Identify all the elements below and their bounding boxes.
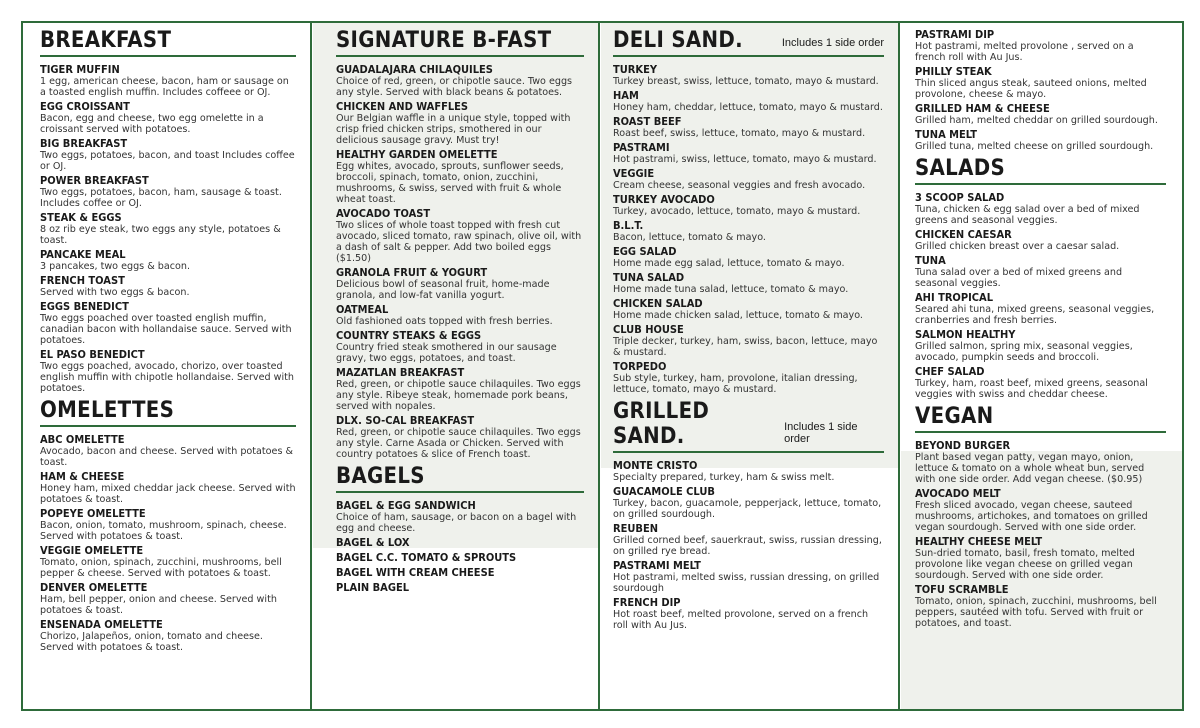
- menu-item-name: TURKEY AVOCADO: [613, 193, 715, 206]
- menu-item: [613, 245, 884, 269]
- menu-item: [336, 329, 584, 364]
- menu-item-name: TUNA SALAD: [613, 271, 685, 284]
- menu-item-name: PASTRAMI: [613, 141, 670, 154]
- menu-item: [40, 507, 296, 542]
- section-title: GRILLED SAND.: [613, 399, 710, 449]
- section-title: SALADS: [915, 156, 1005, 181]
- menu-item-description: Country fried steak smothered in our sausage gravy, two eggs, potatoes, and toast.: [336, 342, 557, 364]
- menu-item: [915, 535, 1166, 581]
- menu-item-name: PLAIN BAGEL: [336, 581, 410, 594]
- section-heading: [613, 28, 884, 55]
- section-rule: [336, 491, 584, 493]
- menu-item-name: FRENCH TOAST: [40, 274, 125, 287]
- menu-item-name: BAGEL & EGG SANDWICH: [336, 499, 476, 512]
- menu-item: [915, 254, 1166, 289]
- menu-section: [915, 28, 1166, 152]
- menu-item-name: ROAST BEEF: [613, 115, 682, 128]
- section-title: VEGAN: [915, 404, 994, 429]
- menu-item-description: Two slices of whole toast topped with fresh cut avocado, sliced tomato, raw spinach, olive oil, with a dash of salt & pepper. Add two boiled eggs ($1.50): [336, 220, 582, 264]
- menu-item-description: Hot pastrami, melted provolone , served on a french roll with Au Jus.: [915, 41, 1134, 63]
- menu-item: [915, 28, 1166, 63]
- menu-item: [915, 328, 1166, 363]
- section-rule: [613, 55, 884, 57]
- menu-item-description: Two eggs poached over toasted english muffin, canadian bacon with hollandaise sauce. Served with potatoes.: [40, 313, 292, 346]
- menu-item: [40, 100, 296, 135]
- menu-item-name: HAM & CHEESE: [40, 470, 125, 483]
- menu-section: [613, 28, 884, 395]
- menu-item-name: HEALTHY GARDEN OMELETTE: [336, 148, 498, 161]
- menu-item: [915, 439, 1166, 485]
- menu-item: [915, 65, 1166, 100]
- menu-item-description: Turkey, ham, roast beef, mixed greens, seasonal veggies with swiss and cheddar cheese.: [915, 378, 1148, 400]
- menu-item-name: BAGEL C.C. TOMATO & SPROUTS: [336, 551, 517, 564]
- menu-item: [915, 291, 1166, 326]
- menu-item-name: EL PASO BENEDICT: [40, 348, 145, 361]
- menu-item-description: Old fashioned oats topped with fresh berries.: [336, 316, 553, 327]
- menu-item: [336, 566, 584, 579]
- menu-item: [336, 536, 584, 549]
- section-heading: [915, 156, 1166, 183]
- menu-item: [915, 487, 1166, 533]
- menu-item: [40, 211, 296, 246]
- section-rule: [336, 55, 584, 57]
- section-title: SIGNATURE B-FAST: [336, 28, 552, 53]
- menu-item-description: Choice of red, green, or chipotle sauce. Two eggs any style. Served with black beans & potatoes.: [336, 76, 573, 98]
- menu-item-name: GUADALAJARA CHILAQUILES: [336, 63, 493, 76]
- menu-item-name: CHICKEN SALAD: [613, 297, 703, 310]
- section-rule: [915, 183, 1166, 185]
- menu-item: [40, 544, 296, 579]
- menu-item-description: Grilled corned beef, sauerkraut, swiss, russian dressing, on grilled rye bread.: [613, 535, 882, 557]
- menu-item: [613, 89, 884, 113]
- menu-item: [915, 583, 1166, 629]
- section-heading: [40, 398, 296, 425]
- menu-item-description: Home made egg salad, lettuce, tomato & mayo.: [613, 258, 845, 269]
- menu-item-description: Served with two eggs & bacon.: [40, 287, 190, 298]
- menu-item-description: 1 egg, american cheese, bacon, ham or sausage on a toasted english muffin. Includes coffeee or OJ.: [40, 76, 289, 98]
- menu-item-description: Hot roast beef, melted provolone, served on a french roll with Au Jus.: [613, 609, 869, 631]
- section-heading: [40, 28, 296, 55]
- menu-item: [915, 228, 1166, 252]
- menu-item-name: EGG SALAD: [613, 245, 677, 258]
- menu-item-name: PHILLY STEAK: [915, 65, 992, 78]
- menu-item: [613, 522, 884, 557]
- section-note: Includes 1 side order: [781, 37, 884, 49]
- menu-item-description: Two eggs, potatoes, bacon, and toast Includes coffee or OJ.: [40, 150, 295, 172]
- menu-item-name: FRENCH DIP: [613, 596, 681, 609]
- menu-item-name: BIG BREAKFAST: [40, 137, 128, 150]
- menu-item: [40, 137, 296, 172]
- menu-item-name: BAGEL WITH CREAM CHEESE: [336, 566, 495, 579]
- menu-item: [336, 266, 584, 301]
- menu-item: [613, 485, 884, 520]
- menu-item-name: EGGS BENEDICT: [40, 300, 129, 313]
- menu-item-description: Grilled chicken breast over a caesar salad.: [915, 241, 1120, 252]
- menu-item-name: CHEF SALAD: [915, 365, 985, 378]
- menu-item-name: TUNA: [915, 254, 946, 267]
- menu-section: [336, 28, 584, 460]
- menu-item-description: Delicious bowl of seasonal fruit, home-made granola, and low-fat vanilla yogurt.: [336, 279, 550, 301]
- menu-item-name: CHICKEN AND WAFFLES: [336, 100, 469, 113]
- menu-item-name: B.L.T.: [613, 219, 644, 232]
- menu-item-description: Avocado, bacon and cheese. Served with potatoes & toast.: [40, 446, 293, 468]
- menu-item-description: Grilled ham, melted cheddar on grilled sourdough.: [915, 115, 1158, 126]
- section-heading: [336, 28, 584, 55]
- menu-item-description: Turkey, bacon, guacamole, pepperjack, lettuce, tomato, on grilled sourdough.: [613, 498, 882, 520]
- section-title: BREAKFAST: [40, 28, 172, 53]
- menu-item-name: ENSENADA OMELETTE: [40, 618, 163, 631]
- menu-item-description: Bacon, egg and cheese, two egg omelette in a croissant served with potatoes.: [40, 113, 264, 135]
- menu-item-description: Grilled tuna, melted cheese on grilled sourdough.: [915, 141, 1154, 152]
- menu-item-name: AVOCADO MELT: [915, 487, 1001, 500]
- menu-column-4: [900, 24, 1182, 631]
- menu-item-description: 8 oz rib eye steak, two eggs any style, potatoes & toast.: [40, 224, 281, 246]
- menu-item-description: Two eggs, potatoes, bacon, ham, sausage & toast. Includes coffee or OJ.: [40, 187, 282, 209]
- menu-item: [613, 360, 884, 395]
- menu-item-name: EGG CROISSANT: [40, 100, 130, 113]
- section-title: DELI SAND.: [613, 28, 743, 53]
- menu-item-description: Our Belgian waffle in a unique style, topped with crisp fried chicken strips, smothered in our delicious sausage gravy. Must try!: [336, 113, 571, 146]
- menu-item: [40, 433, 296, 468]
- menu-item: [40, 274, 296, 298]
- menu-item: [613, 219, 884, 243]
- menu-section: [915, 156, 1166, 400]
- menu-item: [336, 551, 584, 564]
- menu-column-2: [312, 24, 598, 596]
- menu-item: [613, 271, 884, 295]
- menu-item-description: Triple decker, turkey, ham, swiss, bacon, lettuce, mayo & mustard.: [613, 336, 878, 358]
- menu-item: [336, 499, 584, 534]
- section-heading: [336, 464, 584, 491]
- menu-item-name: SALMON HEALTHY: [915, 328, 1016, 341]
- menu-item: [915, 128, 1166, 152]
- menu-item: [915, 365, 1166, 400]
- menu-item: [336, 207, 584, 264]
- section-title: BAGELS: [336, 464, 425, 489]
- menu-item-description: Turkey, avocado, lettuce, tomato, mayo & mustard.: [613, 206, 861, 217]
- menu-item-name: TUNA MELT: [915, 128, 978, 141]
- menu-item-name: TIGER MUFFIN: [40, 63, 120, 76]
- menu-item-description: Seared ahi tuna, mixed greens, seasonal veggies, cranberries and fresh berries.: [915, 304, 1155, 326]
- menu-item-name: VEGGIE OMELETTE: [40, 544, 144, 557]
- menu-section: [40, 398, 296, 653]
- menu-item-name: STEAK & EGGS: [40, 211, 122, 224]
- menu-item: [613, 115, 884, 139]
- menu-item-name: MONTE CRISTO: [613, 459, 698, 472]
- menu-item-name: PASTRAMI DIP: [915, 28, 995, 41]
- menu-item-description: Hot pastrami, melted swiss, russian dressing, on grilled sourdough: [613, 572, 880, 594]
- menu-item-description: Hot pastrami, swiss, lettuce, tomato, mayo & mustard.: [613, 154, 877, 165]
- menu-item-description: Sun-dried tomato, basil, fresh tomato, melted provolone like vegan cheese on grilled vegan sourdough. Served with one side order.: [915, 548, 1135, 581]
- menu-item-name: AHI TROPICAL: [915, 291, 994, 304]
- menu-item-description: 3 pancakes, two eggs & bacon.: [40, 261, 191, 272]
- menu-item-description: Chorizo, Jalapeños, onion, tomato and cheese. Served with potatoes & toast.: [40, 631, 263, 653]
- menu-item-description: Ham, bell pepper, onion and cheese. Served with potatoes & toast.: [40, 594, 277, 616]
- menu-item-name: TURKEY: [613, 63, 658, 76]
- menu-item: [613, 141, 884, 165]
- menu-item-name: OATMEAL: [336, 303, 389, 316]
- menu-item: [336, 100, 584, 146]
- menu-item-name: VEGGIE: [613, 167, 655, 180]
- menu-section: [613, 399, 884, 631]
- menu-item: [40, 618, 296, 653]
- menu-section: [336, 464, 584, 594]
- menu-item-name: BAGEL & LOX: [336, 536, 410, 549]
- menu-item: [40, 348, 296, 394]
- menu-item: [40, 63, 296, 98]
- section-rule: [40, 55, 296, 57]
- menu-item-name: PASTRAMI MELT: [613, 559, 701, 572]
- menu-item: [613, 193, 884, 217]
- menu-item-description: Fresh sliced avocado, vegan cheese, sauteed mushrooms, artichokes, and tomatoes on grilled vegan sourdough. Served with one side order.: [915, 500, 1148, 533]
- menu-item: [613, 167, 884, 191]
- menu-item-name: MAZATLAN BREAKFAST: [336, 366, 465, 379]
- menu-section: [40, 28, 296, 394]
- menu-item-description: Honey ham, mixed cheddar jack cheese. Served with potatoes & toast.: [40, 483, 296, 505]
- menu-item-name: GRILLED HAM & CHEESE: [915, 102, 1050, 115]
- menu-item: [336, 366, 584, 412]
- menu-item: [915, 191, 1166, 226]
- menu-item-name: DLX. SO-CAL BREAKFAST: [336, 414, 475, 427]
- menu-item-name: HAM: [613, 89, 639, 102]
- menu-item: [336, 303, 584, 327]
- menu-item: [613, 323, 884, 358]
- menu-item-description: Grilled salmon, spring mix, seasonal veggies, avocado, pumpkin seeds and broccoli.: [915, 341, 1133, 363]
- section-heading: [915, 404, 1166, 431]
- menu-item-description: Thin sliced angus steak, sauteed onions, melted provolone, cheese & mayo.: [915, 78, 1147, 100]
- menu-item-name: POWER BREAKFAST: [40, 174, 149, 187]
- menu-item-description: Tomato, onion, spinach, zucchini, mushrooms, bell peppers, sautéed with tofu. Served with fruit or potatoes, and toast.: [915, 596, 1157, 629]
- menu-item: [336, 414, 584, 460]
- menu-item-description: Bacon, onion, tomato, mushroom, spinach, cheese. Served with potatoes & toast.: [40, 520, 287, 542]
- menu-item-name: HEALTHY CHEESE MELT: [915, 535, 1043, 548]
- section-title: OMELETTES: [40, 398, 175, 423]
- menu-item: [40, 300, 296, 346]
- menu-item-description: Tomato, onion, spinach, zucchini, mushrooms, bell pepper & cheese. Served with potatoes & toast.: [40, 557, 282, 579]
- menu-item-description: Plant based vegan patty, vegan mayo, onion, lettuce & tomato on a whole wheat bun, served with one side order. Add vegan cheese. ($0.95): [915, 452, 1145, 485]
- menu-item: [613, 63, 884, 87]
- menu-item: [613, 559, 884, 594]
- menu-item-name: PANCAKE MEAL: [40, 248, 126, 261]
- menu-item: [40, 248, 296, 272]
- menu-item-description: Red, green, or chipotle sauce chilaquiles. Two eggs any style. Carne Asada or Chicken. Served with country potatoes & slice of French toast.: [336, 427, 581, 460]
- menu-column-1: [23, 24, 310, 655]
- menu-item: [613, 459, 884, 483]
- menu-item: [613, 596, 884, 631]
- menu-item-description: Tuna, chicken & egg salad over a bed of mixed greens and seasonal veggies.: [915, 204, 1140, 226]
- menu-item: [336, 148, 584, 205]
- menu-item-name: TOFU SCRAMBLE: [915, 583, 1009, 596]
- menu-item-description: Egg whites, avocado, sprouts, sunflower seeds, broccoli, spinach, tomato, onion, zucchini, mushrooms, & swiss, served with fruit & whole wheat toast.: [336, 161, 564, 205]
- menu-item: [40, 581, 296, 616]
- section-rule: [613, 451, 884, 453]
- menu-item: [40, 174, 296, 209]
- section-heading: [613, 399, 884, 451]
- menu-item-description: Bacon, lettuce, tomato & mayo.: [613, 232, 766, 243]
- menu-item: [336, 63, 584, 98]
- section-rule: [40, 425, 296, 427]
- menu-item-name: GRANOLA FRUIT & YOGURT: [336, 266, 488, 279]
- menu-item-description: Red, green, or chipotle sauce chilaquiles. Two eggs any style. Ribeye steak, homemade pork beans, served with nopales.: [336, 379, 581, 412]
- menu-item-name: TORPEDO: [613, 360, 667, 373]
- menu-item-description: Tuna salad over a bed of mixed greens and seasonal veggies.: [915, 267, 1123, 289]
- menu-item-name: BEYOND BURGER: [915, 439, 1011, 452]
- menu-item: [40, 470, 296, 505]
- menu-item-name: 3 SCOOP SALAD: [915, 191, 1005, 204]
- menu-item-description: Turkey breast, swiss, lettuce, tomato, mayo & mustard.: [613, 76, 879, 87]
- menu-item-description: Specialty prepared, turkey, ham & swiss melt.: [613, 472, 835, 483]
- menu-item-name: CLUB HOUSE: [613, 323, 684, 336]
- menu-item-description: Two eggs poached, avocado, chorizo, over toasted english muffin with chipotle hollandaise. Served with potatoes.: [40, 361, 295, 394]
- menu-section: [915, 404, 1166, 629]
- menu-item-name: AVOCADO TOAST: [336, 207, 431, 220]
- menu-column-3: [600, 24, 898, 633]
- menu-item-name: REUBEN: [613, 522, 659, 535]
- menu-item-description: Choice of ham, sausage, or bacon on a bagel with egg and cheese.: [336, 512, 577, 534]
- menu-item-name: POPEYE OMELETTE: [40, 507, 146, 520]
- menu-item-description: Roast beef, swiss, lettuce, tomato, mayo & mustard.: [613, 128, 866, 139]
- menu-item-name: GUACAMOLE CLUB: [613, 485, 715, 498]
- menu-item: [336, 581, 584, 594]
- menu-item-description: Sub style, turkey, ham, provolone, italian dressing, lettuce, tomato, mayo & mustard.: [613, 373, 858, 395]
- menu-item-description: Cream cheese, seasonal veggies and fresh avocado.: [613, 180, 866, 191]
- menu-item-name: ABC OMELETTE: [40, 433, 125, 446]
- menu-item-name: CHICKEN CAESAR: [915, 228, 1012, 241]
- menu-item: [613, 297, 884, 321]
- section-note: Includes 1 side order: [784, 421, 858, 445]
- menu-item-description: Home made chicken salad, lettuce, tomato & mayo.: [613, 310, 863, 321]
- menu-item-name: DENVER OMELETTE: [40, 581, 148, 594]
- section-rule: [915, 431, 1166, 433]
- menu-item-name: COUNTRY STEAKS & EGGS: [336, 329, 482, 342]
- menu-item-description: Honey ham, cheddar, lettuce, tomato, mayo & mustard.: [613, 102, 883, 113]
- menu-item-description: Home made tuna salad, lettuce, tomato & mayo.: [613, 284, 849, 295]
- menu-item: [915, 102, 1166, 126]
